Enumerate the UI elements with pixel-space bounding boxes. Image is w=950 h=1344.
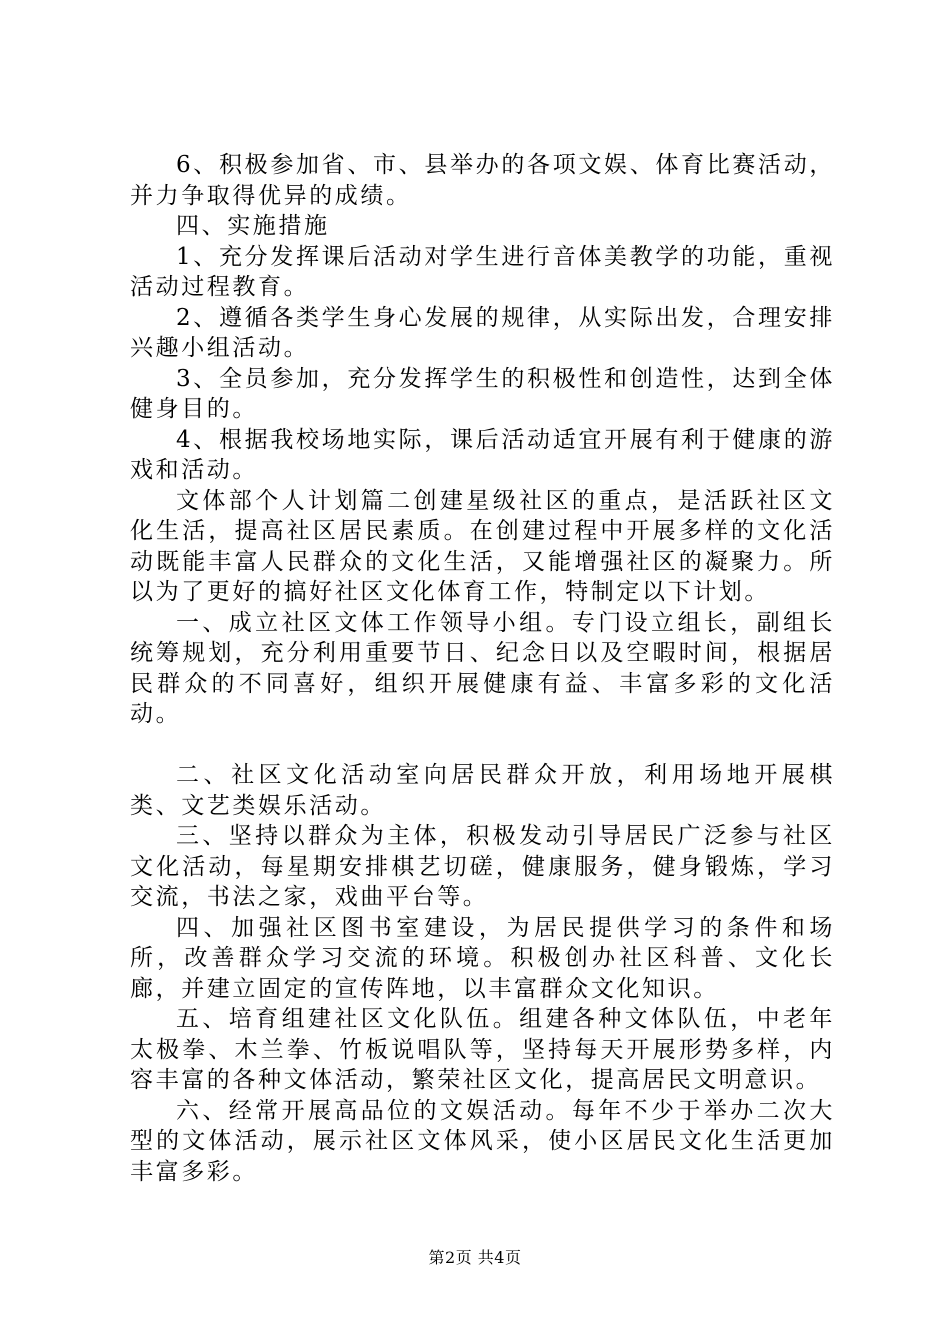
paragraph-measure-3: 3、全员参加，充分发挥学生的积极性和创造性，达到全体健身目的。: [130, 365, 835, 422]
paragraph-plan-item-5: 五、培育组建社区文化队伍。组建各种文体队伍，中老年太极拳、木兰拳、竹板说唱队等，坚持每天开展形势多样，内容丰富的各种文体活动，繁荣社区文化，提高居民文明意识。: [130, 1006, 835, 1093]
paragraph-plan-item-2: 二、社区文化活动室向居民群众开放，利用场地开展棋类、文艺类娱乐活动。: [130, 762, 835, 819]
paragraph-measure-4: 4、根据我校场地实际，课后活动适宜开展有利于健康的游戏和活动。: [130, 426, 835, 483]
document-body: [130, 150, 835, 1187]
paragraph-plan-item-3: 三、坚持以群众为主体，积极发动引导居民广泛参与社区文化活动，每星期安排棋艺切磋，健康服务，健身锻炼，学习交流，书法之家，戏曲平台等。: [130, 823, 835, 910]
paragraph-plan-item-6: 六、经常开展高品位的文娱活动。每年不少于举办二次大型的文体活动，展示社区文体风采，使小区居民文化生活更加丰富多彩。: [130, 1097, 835, 1185]
paragraph-item-6: 6、积极参加省、市、县举办的各项文娱、体育比赛活动，并力争取得优异的成绩。: [130, 152, 835, 209]
section-heading-measures: 四、实施措施: [176, 213, 330, 239]
page-number-footer: 第2页 共4页: [428, 1248, 522, 1267]
paragraph-plan-item-4: 四、加强社区图书室建设，为居民提供学习的条件和场所，改善群众学习交流的环境。积极创办社区科普、文化长廊，并建立固定的宣传阵地，以丰富群众文化知识。: [130, 914, 835, 1002]
paragraph-plan-item-1: 一、成立社区文体工作领导小组。专门设立组长，副组长统筹规划，充分利用重要节日、纪念日以及空暇时间，根据居民群众的不同喜好，组织开展健康有益、丰富多彩的文化活动。: [130, 609, 835, 727]
paragraph-measure-1: 1、充分发挥课后活动对学生进行音体美教学的功能，重视活动过程教育。: [130, 243, 835, 300]
paragraph-measure-2: 2、遵循各类学生身心发展的规律，从实际出发，合理安排兴趣小组活动。: [130, 304, 835, 361]
paragraph-plan-two-intro: 文体部个人计划篇二创建星级社区的重点，是活跃社区文化生活，提高社区居民素质。在创建过程中开展多样的文化活动既能丰富人民群众的文化生活，又能增强社区的凝聚力。所以为了更好的搞好社区文化体育工作，特制定以下计划。: [130, 487, 835, 605]
